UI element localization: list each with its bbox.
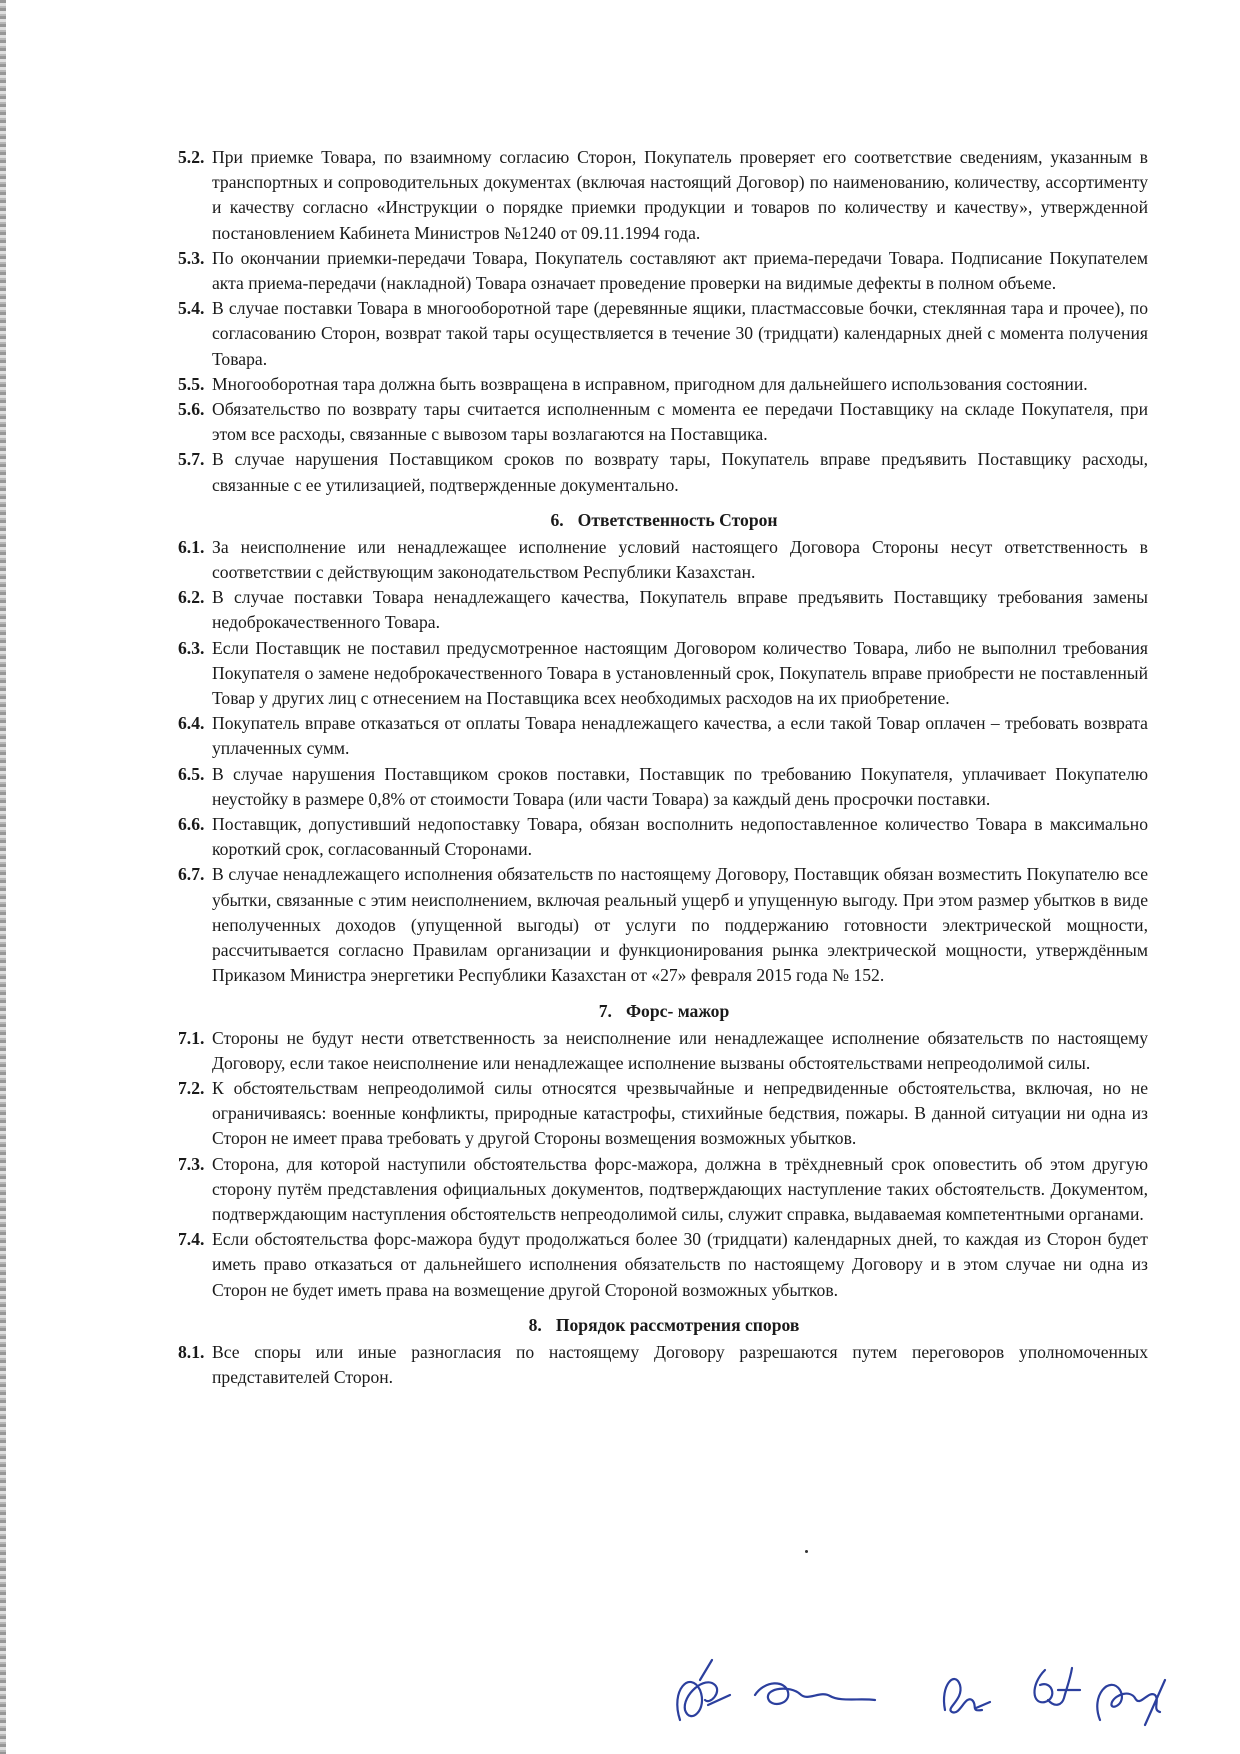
clause: [180, 636, 1148, 712]
clause-number: 5.5.: [178, 373, 205, 394]
clause: [180, 397, 1148, 447]
clause: [180, 447, 1148, 497]
scan-speck: [805, 1550, 808, 1553]
clause: [180, 1340, 1148, 1390]
signature-1: [677, 1660, 730, 1720]
clause-text: В случае поставки Товара ненадлежащего качества, Покупатель вправе предъявить Поставщику требования замены недоброкачественного Товара.: [212, 587, 1148, 633]
clause: [180, 862, 1148, 988]
clause-number: 7.2.: [178, 1077, 205, 1098]
clause-text: Обязательство по возврату тары считается исполненным с момента ее передачи Поставщику на складе Покупателя, при этом все расходы, связанные с вывозом тары возлагаются на Поставщика.: [212, 399, 1148, 445]
section-title: Ответственность Сторон: [577, 509, 778, 530]
clause-number: 8.1.: [178, 1341, 205, 1362]
clause-text: По окончании приемки-передачи Товара, Покупатель составляют акт приема-передачи Товара. Подписание Покупателем акта приема-передачи (накладной) Товара означает проведение проверки на видимые дефекты в полном объеме.: [212, 247, 1148, 294]
clause-number: 7.4.: [178, 1229, 205, 1250]
clause-number: 5.4.: [178, 298, 205, 319]
clause-text: В случае нарушения Поставщиком сроков по возврату тары, Покупатель вправе предъявить Поставщику расходы, связанные с ее утилизацией, подтвержденные документально.: [212, 449, 1148, 495]
clause-number: 6.7.: [178, 864, 205, 885]
clause: [180, 1227, 1148, 1303]
clause-text: К обстоятельствам непреодолимой силы относятся чрезвычайные и непредвиденные обстоятельства, включая, но не ограничиваясь: военные конфликты, природные катастрофы, стихийные бедствия, пожары. В данной ситуации ни одна из Сторон не имеет права требовать у другой Стороны возмещения возможных убытков.: [212, 1077, 1148, 1149]
section-heading: [180, 999, 1148, 1024]
clause: [180, 372, 1148, 397]
clause: [180, 762, 1148, 812]
handwritten-signatures-image: [660, 1650, 1180, 1740]
signature-3: [944, 1679, 990, 1712]
section-number: 8.: [528, 1314, 542, 1335]
clause: [180, 585, 1148, 635]
clause: [180, 812, 1148, 862]
clause-number: 5.2.: [178, 147, 205, 167]
clause-text: В случае нарушения Поставщиком сроков поставки, Поставщик по требованию Покупателя, уплачивает Покупателю неустойку в размере 0,8% от стоимости Товара (или части Товара) за каждый день просрочки поставки.: [212, 763, 1148, 809]
section-heading: [180, 1313, 1148, 1338]
section-number: 6.: [550, 509, 564, 530]
clause-text: Многооборотная тара должна быть возвращена в исправном, пригодном для дальнейшего использования состоянии.: [212, 373, 1088, 394]
clause: [180, 246, 1148, 296]
clause-text: В случае поставки Товара в многооборотной таре (деревянные ящики, пластмассовые бочки, стеклянная тара и прочее), по согласованию Сторон, возврат такой тары осуществляется в течение 30 (тридцати) календарных дней с момента получения Товара.: [212, 298, 1148, 369]
scan-edge-artifact: [0, 0, 6, 1754]
section-heading: [180, 508, 1148, 533]
clause-number: 6.1.: [178, 536, 205, 557]
clause-text: Сторона, для которой наступили обстоятельства форс-мажора, должна в трёхдневный срок оповестить об этом другую сторону путём представления официальных документов, подтверждающих наступление таких обстоятельств. Документом, подтверждающим наступления обстоятельств непреодолимой силы, служит справка, выдаваемая компетентными органами.: [212, 1153, 1148, 1224]
clause-text: Покупатель вправе отказаться от оплаты Товара ненадлежащего качества, а если такой Товар оплачен – требовать возврата уплаченных сумм.: [212, 713, 1148, 759]
clause-number: 6.4.: [178, 713, 205, 734]
clause: [180, 145, 1148, 246]
clause: [180, 296, 1148, 372]
clause-number: 7.3.: [178, 1153, 205, 1174]
section-number: 7.: [598, 1000, 612, 1021]
clause-text: Если Поставщик не поставил предусмотренное настоящим Договором количество Товара, либо не выполнил требования Покупателя о замене недоброкачественного Товара в установленный срок, Покупатель вправе приобрести не поставленный Товар у других лиц с отнесением на Поставщика всех необходимых расходов на их приобретение.: [212, 637, 1148, 709]
signature-2: [755, 1683, 875, 1704]
clause: [180, 1026, 1148, 1076]
clause-text: Поставщик, допустивший недопоставку Товара, обязан восполнить недопоставленное количество Товара в максимально короткий срок, согласованный Сторонами.: [212, 814, 1148, 860]
clause-number: 6.6.: [178, 814, 205, 835]
clause-text: При приемке Товара, по взаимному согласию Сторон, Покупатель проверяет его соответствие сведениям, указанным в транспортных и сопроводительных документах (включая настоящий Договор) по наименованию, количеству, ассортименту и качеству согласно «Инструкции о порядке приемки продукции и товаров по количеству и качеству», утвержденной постановлением Кабинета Министров №1240 от 09.11.1994 года.: [212, 147, 1148, 243]
clause-text: Если обстоятельства форс-мажора будут продолжаться более 30 (тридцати) календарных дней, то каждая из Сторон будет иметь право отказаться от дальнейшего исполнения обязательств по настоящему Договору и в этом случае ни одна из Сторон не будет иметь права на возмещение другой Стороной возможных убытков.: [212, 1229, 1148, 1300]
clause-number: 7.1.: [178, 1027, 205, 1048]
clause-number: 6.3.: [178, 637, 205, 658]
signature-5: [1097, 1680, 1165, 1725]
clause: [180, 535, 1148, 585]
clause: [180, 711, 1148, 761]
clause-number: 6.2.: [178, 587, 205, 608]
clause-text: Стороны не будут нести ответственность за неисполнение или ненадлежащее исполнение обязательств по настоящему Договору, если такое неисполнение или ненадлежащее исполнение вызваны обстоятельствами непреодолимой силы.: [212, 1027, 1148, 1073]
section-title: Форс- мажор: [625, 1000, 730, 1021]
clause-number: 6.5.: [178, 763, 205, 784]
clause-number: 5.7.: [178, 449, 205, 470]
clause-number: 5.3.: [178, 247, 205, 268]
clause: [180, 1076, 1148, 1152]
clause-text: Все споры или иные разногласия по настоящему Договору разрешаются путем переговоров уполномоченных представителей Сторон.: [212, 1341, 1148, 1387]
clause: [180, 1152, 1148, 1228]
clause-number: 5.6.: [178, 399, 205, 420]
signatures: [660, 1650, 1180, 1740]
document-page: [180, 145, 1148, 1390]
clause-text: В случае ненадлежащего исполнения обязательств по настоящему Договору, Поставщик обязан возместить Покупателю все убытки, связанные с этим неисполнением, включая реальный ущерб и упущенную выгоду. При этом размер убытков в виде неполученных доходов (упущенной выгоды) от услуги по поддержанию готовности электрической мощности, рассчитывается согласно Правилам организации и функционирования рынка электрической мощности, утверждённым Приказом Министра энергетики Республики Казахстан от «27» февраля 2015 года № 152.: [212, 864, 1148, 986]
clause-text: За неисполнение или ненадлежащее исполнение условий настоящего Договора Стороны несут ответственность в соответствии с действующим законодательством Республики Казахстан.: [212, 536, 1148, 583]
signature-4: [1034, 1668, 1080, 1705]
section-title: Порядок рассмотрения споров: [555, 1314, 800, 1335]
